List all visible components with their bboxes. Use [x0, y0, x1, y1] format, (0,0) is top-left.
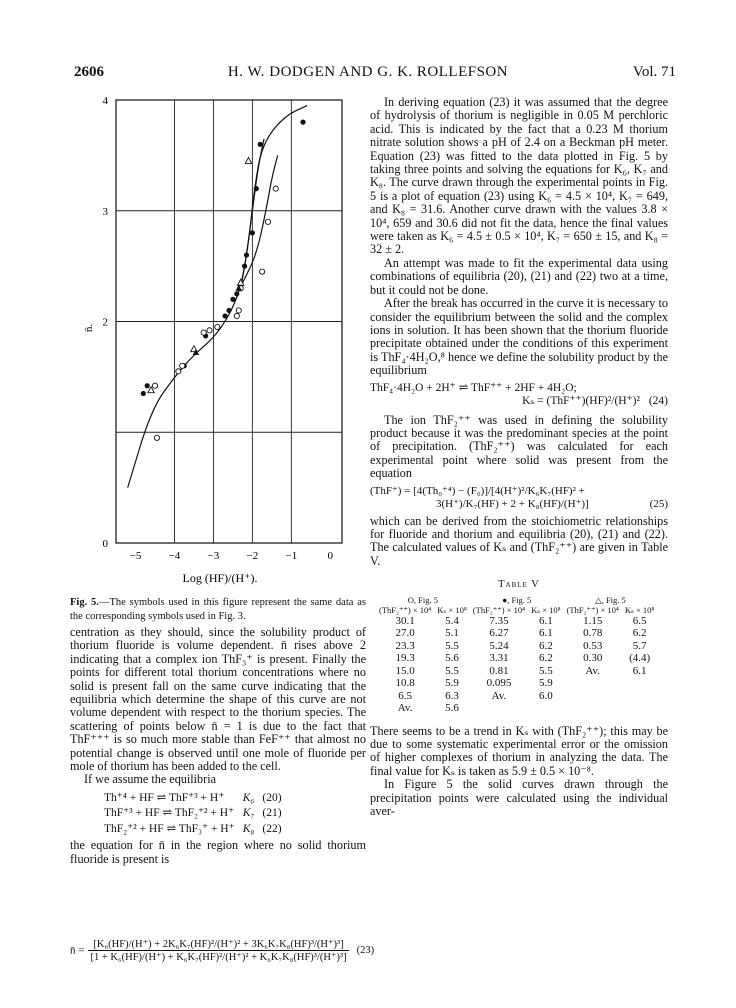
data-point-filled-circle — [230, 297, 235, 302]
page-number: 2606 — [74, 64, 104, 80]
reaction-equation: ThF⁺³ + HF ⇌ ThF₂⁺² + H⁺ — [104, 807, 235, 820]
table-cell — [470, 702, 528, 715]
table-row — [376, 615, 657, 628]
data-point-filled-circle — [141, 391, 146, 396]
table-group-header: △, Fig. 5 — [595, 594, 626, 605]
table-column-header: (ThF₂⁺⁺) × 10⁴ — [472, 604, 526, 615]
table-cell — [564, 702, 622, 715]
table-cell: 5.5 — [445, 664, 459, 677]
table-column-header-row — [376, 605, 657, 615]
table-cell: Av. — [585, 664, 601, 677]
table-cell: 5.1 — [445, 627, 459, 640]
table-cell: 1.15 — [583, 614, 603, 627]
y-tick-label: 0 — [102, 538, 108, 550]
table-row — [376, 677, 657, 690]
right-paragraph-7: In Figure 5 the solid curves drawn through the precipitation points were calculated using the individual aver- — [370, 777, 668, 819]
x-tick-label: −3 — [207, 550, 220, 562]
table-cell: 10.8 — [395, 677, 415, 690]
table-cell: 5.5 — [445, 639, 459, 652]
table-cell: Av. — [491, 689, 507, 702]
right-paragraph-4: The ion ThF₂⁺⁺ was used in defining the solubility product because it was the predominant species at the point of precipitation. (ThF₂⁺⁺) was calculated for each experimental point where solid was present from the equation — [370, 412, 668, 481]
table-cell: 19.3 — [395, 652, 415, 665]
table-column-header: (ThF₂⁺⁺) × 10⁴ — [379, 604, 432, 615]
model-curve — [243, 155, 278, 282]
right-paragraph-3: After the break has occurred in the curve it is necessary to consider the equilibrium between the solid and the complex ions in solution. It has been shown that the thorium fluoride precipitate obtained under the conditions of this experiment is ThF₄·4H₂O,⁸ hence we define the solubility product by the equilibrium — [370, 296, 668, 378]
reaction-constant: K₇ — [242, 807, 255, 820]
table-row — [376, 652, 657, 665]
table-cell — [622, 677, 658, 690]
table-cell: 0.095 — [486, 677, 512, 690]
right-paragraph-5: which can be derived from the stoichiometric relationships for fluoride and thorium and equilibria (20), (21) and (22). The calculated values of Kₛ and (ThF₂⁺⁺) are given in Table V. — [370, 513, 668, 568]
table-v — [370, 578, 668, 714]
data-point-filled-circle — [145, 383, 150, 388]
table-body — [376, 615, 657, 715]
left-paragraph-2: If we assume the equilibria — [84, 772, 216, 787]
data-point-open-circle — [265, 219, 270, 224]
table-cell: 6.3 — [445, 689, 459, 702]
data-point-filled-circle — [258, 142, 263, 147]
y-axis-label: n̄. — [83, 323, 95, 333]
x-tick-label: −4 — [168, 550, 181, 562]
table-cell: 5.24 — [489, 639, 509, 652]
data-point-open-triangle — [245, 157, 251, 163]
x-tick-label: −5 — [129, 550, 142, 562]
data-point-filled-circle — [254, 186, 259, 191]
table-cell: 6.2 — [538, 639, 553, 652]
table-cell: 6.2 — [632, 627, 647, 640]
data-point-open-circle — [207, 328, 212, 333]
table-cell: 5.6 — [445, 652, 459, 665]
table-column-header: Kₛ × 10⁸ — [437, 604, 467, 615]
equation-25 — [370, 485, 668, 511]
right-paragraph-1: In deriving equation (23) it was assumed that the degree of hydrolysis of thorium is negligible in 0.05 M perchloric acid. This is indicated by the fact that a 0.23 M thorium nitrate solution shows a pH of 2.4 on a Beckman pH meter. Equation (23) was fitted to the data plotted in Fig. 5 by taking three points and solving the equations for K₆, K₇ and K₈. The curve drawn through the experimental points in Fig. 5 is a plot of equation (23) using K₆ = 4.5 × 10⁴, K₇ = 649, and K₈ = 31.6. Another curve drawn with the values 3.8 × 10⁴, 659 and 30.6 did not fit the data, hence the final values were taken as K₆ = 4.5 ± 0.5 × 10⁴, K₇ = 650 ± 15, and K₈ = 32 ± 2. — [370, 95, 668, 257]
table-cell: 3.31 — [489, 652, 509, 665]
reaction-number: (21) — [262, 807, 282, 820]
data-point-open-circle — [215, 324, 220, 329]
table-cell: 0.78 — [583, 627, 603, 640]
y-tick-label: 2 — [102, 316, 108, 329]
equation-24-number: (24) — [648, 394, 668, 407]
table-cell: 6.1 — [538, 627, 553, 640]
equation-23-number: (23) — [356, 945, 375, 956]
table-v-grid — [376, 595, 657, 715]
chart-curves — [128, 106, 307, 488]
y-tick-label: 4 — [102, 95, 108, 107]
equation-23-denominator: [1 + K₆(HF)/(H⁺) + K₆K₇(HF)²/(H⁺)² + K₆K₇K₈(HF)³/(H⁺)³] — [90, 952, 347, 963]
x-tick-label: 0 — [327, 550, 334, 562]
reaction-22 — [100, 822, 286, 837]
right-paragraph-6: There seems to be a trend in Kₛ with (ThF₂⁺⁺); this may be due to some systematic experimental error or the omission of higher complexes of thorium in analyzing the data. The final value for Kₛ is taken as 5.9 ± 0.5 × 10⁻⁸. — [370, 723, 668, 778]
equation-24-expression-line — [370, 395, 668, 408]
table-cell: 6.5 — [398, 689, 413, 702]
table-column-header: Kₛ × 10⁸ — [624, 604, 655, 615]
reaction-constant: K₈ — [242, 822, 255, 835]
reaction-equation: ThF₂⁺² + HF ⇌ ThF₃⁺ + H⁺ — [104, 822, 235, 835]
table-cell: 6.0 — [538, 689, 553, 702]
table-cell: 15.0 — [395, 664, 415, 677]
table-cell: 5.5 — [538, 664, 553, 677]
table-cell: 5.4 — [445, 614, 459, 627]
figure-5-chart — [70, 88, 360, 588]
table-cell — [564, 677, 622, 690]
equation-23-fraction — [88, 938, 348, 963]
table-cell: (4.4) — [629, 652, 651, 665]
caption-text: —The symbols used in this figure represent the same data as the corresponding symbols used in Fig. 3. — [70, 597, 366, 622]
reaction-equation: Th⁺⁴ + HF ⇌ ThF⁺³ + H⁺ — [104, 791, 225, 804]
table-cell: 7.35 — [489, 614, 509, 627]
volume-label: Vol. 71 — [632, 64, 676, 80]
table-cell: 0.81 — [489, 664, 509, 677]
data-point-open-circle — [152, 383, 157, 388]
table-cell: 6.27 — [489, 627, 509, 640]
data-point-filled-circle — [226, 308, 231, 313]
reaction-number: (22) — [262, 822, 282, 835]
data-point-filled-circle — [242, 264, 247, 269]
table-cell: 5.7 — [632, 639, 647, 652]
x-tick-label: −1 — [285, 550, 298, 562]
left-paragraph-1: centration as they should, since the solubility product of thorium fluoride is volume dependent. n̄ rises above 2 indicating that a complex ion ThF₃⁺ is present. Finally the points for different total thorium concentrations where no solid is present fall on the same curve indicating that the equilibria which determine the shape of this curve are not volume dependent with respect to the thorium species. The scattering of points below n̄ = 1 is due to the fact that ThF⁺⁺⁺ is so much more stable than FeF⁺⁺ that almost no potential change is observed until one mole of fluoride per mole of thorium has been added to the cell. — [70, 625, 366, 774]
figure-caption — [70, 596, 366, 624]
table-cell: 6.1 — [632, 664, 647, 677]
table-cell — [528, 702, 564, 715]
chart-points — [141, 120, 306, 441]
table-cell — [622, 702, 658, 715]
table-cell: 23.3 — [395, 639, 415, 652]
equation-23-lhs: n̄ = — [70, 944, 85, 957]
reaction-constant: K₆ — [242, 791, 255, 804]
equation-24-reaction: ThF₄·4H₂O + 2H⁺ ⇌ ThF⁺⁺ + 2HF + 4H₂O; — [370, 381, 577, 394]
chart-grid — [116, 100, 342, 543]
data-point-filled-circle — [250, 230, 255, 235]
table-row — [376, 702, 657, 715]
left-paragraph-3: the equation for n̄ in the region where no solid thorium fluoride is present is — [70, 838, 366, 866]
y-tick-label: 3 — [102, 205, 108, 218]
table-row — [376, 640, 657, 653]
reaction-number: (20) — [262, 791, 282, 804]
equation-23-numerator: [K₆(HF)/(H⁺) + 2K₆K₇(HF)²/(H⁺)² + 3K₆K₇K₈(HF)³/(H⁺)³] — [88, 938, 348, 951]
data-point-open-circle — [176, 369, 181, 374]
table-cell: 0.30 — [583, 652, 603, 665]
table-cell: 0.53 — [583, 639, 603, 652]
equation-25-number: (25) — [649, 497, 668, 510]
table-column-header: Kₛ × 10⁸ — [531, 604, 561, 615]
data-point-open-circle — [273, 186, 278, 191]
table-cell: Av. — [397, 702, 413, 715]
equation-24 — [370, 382, 668, 408]
equation-23 — [70, 938, 470, 963]
data-point-open-circle — [180, 363, 185, 368]
table-cell — [622, 690, 658, 703]
x-axis-label: Log (HF)/(H⁺). — [182, 571, 258, 585]
table-cell: 6.2 — [538, 652, 553, 665]
right-paragraph-2: An attempt was made to fit the experimental data using combinations of equilibria (20), (21) and (22) two at a time, but it could not be done. — [370, 255, 668, 297]
equation-24-expression: Kₛ = (ThF⁺⁺)(HF)²/(H⁺)² — [522, 394, 640, 407]
table-column-header: (ThF₂⁺⁺) × 10⁴ — [566, 604, 619, 615]
table-cell: 27.0 — [395, 627, 415, 640]
table-group-header: ●, Fig. 5 — [502, 594, 532, 605]
data-point-open-circle — [260, 269, 265, 274]
table-group-header: O, Fig. 5 — [407, 594, 439, 605]
data-point-filled-circle — [223, 313, 228, 318]
table-row — [376, 690, 657, 703]
reaction-20 — [100, 791, 286, 806]
data-point-open-circle — [236, 308, 241, 313]
table-cell: 5.6 — [445, 702, 459, 715]
equation-25-line-2-wrap — [370, 498, 668, 511]
table-cell: 6.1 — [538, 614, 553, 627]
data-point-open-circle — [201, 330, 206, 335]
model-curve — [128, 106, 307, 488]
table-cell: 5.9 — [538, 677, 553, 690]
running-header-authors: H. W. DODGEN AND G. K. ROLLEFSON — [227, 64, 509, 80]
equation-25-line-1: (ThF⁺) = [4(Th₀⁺⁴) − (F₀)]/[4(H⁺)²/K₆K₇(HF)² + — [370, 484, 585, 497]
equation-25-line-2: 3(H⁺)/K₇(HF) + 2 + K₈(HF)/(H⁺)] — [436, 497, 589, 510]
data-point-filled-circle — [234, 291, 239, 296]
table-row — [376, 665, 657, 678]
data-point-open-circle — [234, 313, 239, 318]
table-cell: 5.9 — [445, 677, 459, 690]
data-point-filled-circle — [300, 120, 305, 125]
table-group-header-row — [376, 595, 657, 605]
caption-label: Fig. 5. — [70, 597, 99, 608]
left-column — [70, 626, 366, 866]
right-column — [370, 96, 668, 818]
reaction-21 — [100, 806, 286, 821]
table-cell — [564, 690, 622, 703]
table-title: Table V — [498, 579, 540, 591]
table-row — [376, 627, 657, 640]
table-cell: 30.1 — [395, 614, 415, 627]
table-cell: 6.5 — [632, 614, 647, 627]
data-point-filled-circle — [244, 252, 249, 257]
x-tick-label: −2 — [246, 550, 259, 562]
equilibria-list — [100, 791, 286, 837]
data-point-open-circle — [154, 435, 159, 440]
